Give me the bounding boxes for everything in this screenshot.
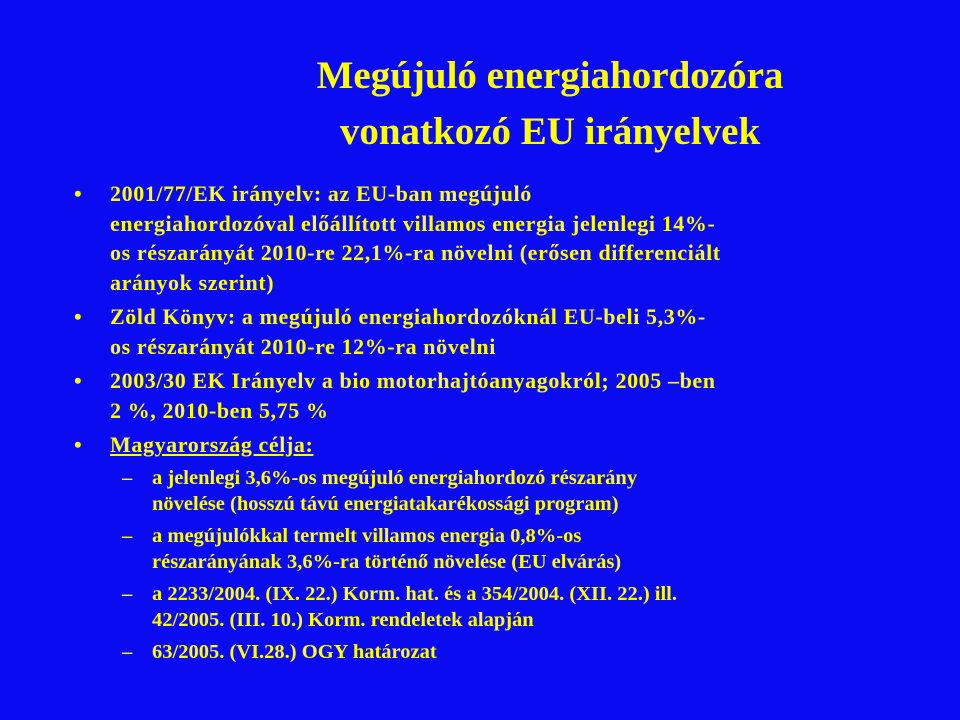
- bullet-item: [74, 430, 934, 460]
- sub-item-line: a jelenlegi 3,6%-os megújuló energiahordozó részarány: [152, 466, 638, 489]
- sub-item-dash: –: [122, 582, 133, 605]
- bullet-line: 2001/77/EK irányelv: az EU-ban megújuló: [110, 181, 532, 206]
- bullet-item: [74, 366, 934, 425]
- slide-body: [74, 179, 934, 670]
- sub-item: [74, 639, 934, 666]
- bullet-text: [110, 179, 934, 297]
- bullet-line: energiahordozóval előállított villamos energia jelenlegi 14%-: [110, 210, 716, 236]
- sub-item-dash: –: [122, 524, 133, 547]
- sub-item: [74, 523, 934, 576]
- sub-item-dash: –: [122, 466, 133, 489]
- bullet-marker: •: [74, 304, 82, 329]
- slide-title: [150, 48, 950, 160]
- bullet-marker: •: [74, 368, 82, 393]
- bullet-line: os részarányát 2010-re 12%-ra növelni: [110, 333, 496, 359]
- slide-title-line-1: Megújuló energiahordozóra: [316, 54, 784, 97]
- sub-item-line: részarányának 3,6%-ra történő növelése (EU elvárás): [152, 551, 622, 573]
- bullet-line: 2 %, 2010-ben 5,75 %: [110, 397, 329, 423]
- sub-item-dash: –: [122, 640, 133, 663]
- sub-item: [74, 465, 934, 518]
- sub-item-line: a megújulókkal termelt villamos energia 0,8%-os: [152, 524, 582, 547]
- bullet-text: [110, 302, 934, 361]
- sub-item-line: a 2233/2004. (IX. 22.) Korm. hat. és a 354/2004. (XII. 22.) ill.: [152, 582, 678, 605]
- bullet-line: Zöld Könyv: a megújuló energiahordozóknál EU-beli 5,3%-: [110, 304, 706, 329]
- sub-item-line: növelése (hosszú távú energiatakarékossági program): [152, 493, 619, 515]
- bullet-text: [110, 430, 934, 460]
- bullet-item: [74, 179, 934, 297]
- sub-item: [74, 581, 934, 634]
- bullet-marker: •: [74, 432, 82, 457]
- bullet-line-heading: Magyarország célja:: [110, 432, 314, 457]
- sub-item-line: 63/2005. (VI.28.) OGY határozat: [152, 640, 437, 663]
- bullet-text: [110, 366, 934, 425]
- bullet-line: os részarányát 2010-re 22,1%-ra növelni (erősen differenciált: [110, 240, 721, 265]
- bullet-line: arányok szerint): [110, 269, 275, 295]
- bullet-line: 2003/30 EK Irányelv a bio motorhajtóanyagokról; 2005 –ben: [110, 368, 716, 393]
- bullet-marker: •: [74, 181, 82, 206]
- slide-title-line-2: vonatkozó EU irányelvek: [339, 110, 761, 153]
- bullet-item: [74, 302, 934, 361]
- sub-item-line: 42/2005. (III. 10.) Korm. rendeletek alapján: [152, 609, 534, 631]
